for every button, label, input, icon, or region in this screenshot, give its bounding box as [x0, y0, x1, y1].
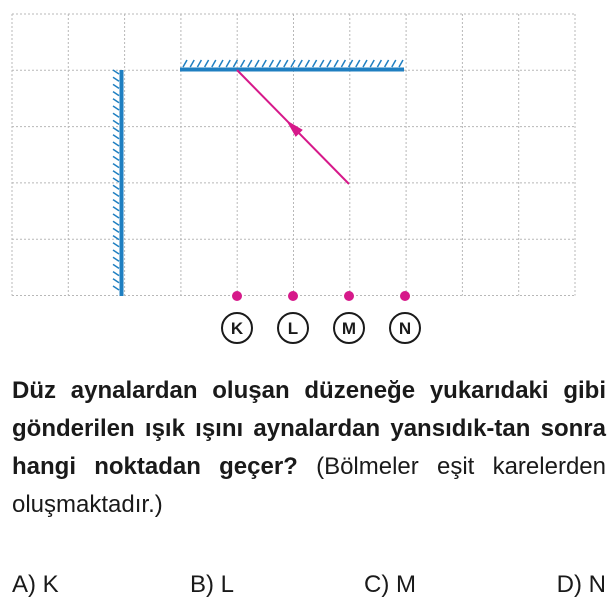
top-mirror-hatch: [392, 60, 396, 67]
left-mirror-hatch: [113, 178, 119, 182]
left-mirror-hatch: [113, 207, 119, 211]
top-mirror-hatch: [284, 60, 288, 67]
option-a[interactable]: A) K: [12, 571, 59, 598]
top-mirror-hatch: [269, 60, 273, 67]
top-mirror-hatch: [277, 60, 281, 67]
top-mirror-hatch: [356, 60, 360, 67]
left-mirror-hatch: [113, 149, 119, 153]
left-mirror-hatch: [113, 250, 119, 254]
point-l: [288, 291, 298, 301]
left-mirror-hatch: [113, 171, 119, 175]
point-m: [344, 291, 354, 301]
point-label-k: [222, 313, 252, 343]
left-mirror-hatch: [113, 192, 119, 196]
top-mirror-hatch: [212, 60, 216, 67]
top-mirror-hatch: [305, 60, 309, 67]
left-mirror-hatch: [113, 92, 119, 96]
top-mirror-hatch: [219, 60, 223, 67]
question-bold: Düz aynalardan oluşan düzeneğe yukarıdaki gibi gönderilen ışık ışını aynalardan yansıdık-tan sonra hangi noktadan geçer?: [12, 377, 606, 480]
top-mirror-hatch: [262, 60, 266, 67]
svg-text:K: K: [230, 319, 244, 338]
left-mirror-hatch: [113, 77, 119, 81]
top-mirror-hatch: [327, 60, 331, 67]
top-mirror: [180, 60, 404, 70]
left-mirror-hatch: [113, 279, 119, 283]
left-mirror-hatch: [113, 164, 119, 168]
point-label-m: [334, 313, 364, 343]
left-mirror-hatch: [113, 221, 119, 225]
top-mirror-hatch: [341, 60, 345, 67]
question-text: [12, 372, 606, 524]
left-mirror-hatch: [113, 128, 119, 132]
mirrors: [113, 60, 404, 296]
top-mirror-hatch: [226, 60, 230, 67]
top-mirror-hatch: [255, 60, 259, 67]
question-note: (Bölmeler eşit karelerden oluşmaktadır.): [12, 453, 606, 518]
top-mirror-hatch: [298, 60, 302, 67]
left-mirror-hatch: [113, 214, 119, 218]
left-mirror-hatch: [113, 99, 119, 103]
left-mirror-hatch: [113, 135, 119, 139]
top-mirror-hatch: [205, 60, 209, 67]
top-mirror-hatch: [349, 60, 353, 67]
top-mirror-hatch: [313, 60, 317, 67]
top-mirror-hatch: [241, 60, 245, 67]
left-mirror-hatch: [113, 264, 119, 268]
point-n: [400, 291, 410, 301]
point-k: [232, 291, 242, 301]
left-mirror-hatch: [113, 106, 119, 110]
left-mirror-hatch: [113, 113, 119, 117]
answer-options: [12, 571, 606, 605]
option-c[interactable]: C) M: [364, 571, 416, 598]
point-label-l: [278, 313, 308, 343]
svg-text:N: N: [398, 319, 412, 338]
top-mirror-hatch: [363, 60, 367, 67]
top-mirror-hatch: [399, 60, 403, 67]
left-mirror-hatch: [113, 257, 119, 261]
left-mirror-hatch: [113, 142, 119, 146]
top-mirror-hatch: [385, 60, 389, 67]
top-mirror-hatch: [197, 60, 201, 67]
left-mirror-hatch: [113, 120, 119, 124]
top-mirror-hatch: [370, 60, 374, 67]
left-mirror-hatch: [113, 84, 119, 88]
option-b[interactable]: B) L: [190, 571, 235, 598]
left-mirror-hatch: [113, 200, 119, 204]
top-mirror-hatch: [190, 60, 194, 67]
top-mirror-hatch: [248, 60, 252, 67]
top-mirror-hatch: [377, 60, 381, 67]
svg-text:M: M: [341, 319, 357, 338]
left-mirror-hatch: [113, 243, 119, 247]
top-mirror-hatch: [183, 60, 187, 67]
point-label-n: [390, 313, 420, 343]
top-mirror-hatch: [291, 60, 295, 67]
option-d[interactable]: D) N: [556, 571, 606, 598]
svg-text:L: L: [287, 319, 299, 338]
top-mirror-hatch: [334, 60, 338, 67]
top-mirror-hatch: [320, 60, 324, 67]
point-labels: [222, 313, 420, 343]
left-mirror-hatch: [113, 286, 119, 290]
grid: [12, 14, 575, 296]
left-mirror-hatch: [113, 228, 119, 232]
left-mirror-hatch: [113, 185, 119, 189]
left-mirror-hatch: [113, 272, 119, 276]
left-mirror-hatch: [113, 156, 119, 160]
